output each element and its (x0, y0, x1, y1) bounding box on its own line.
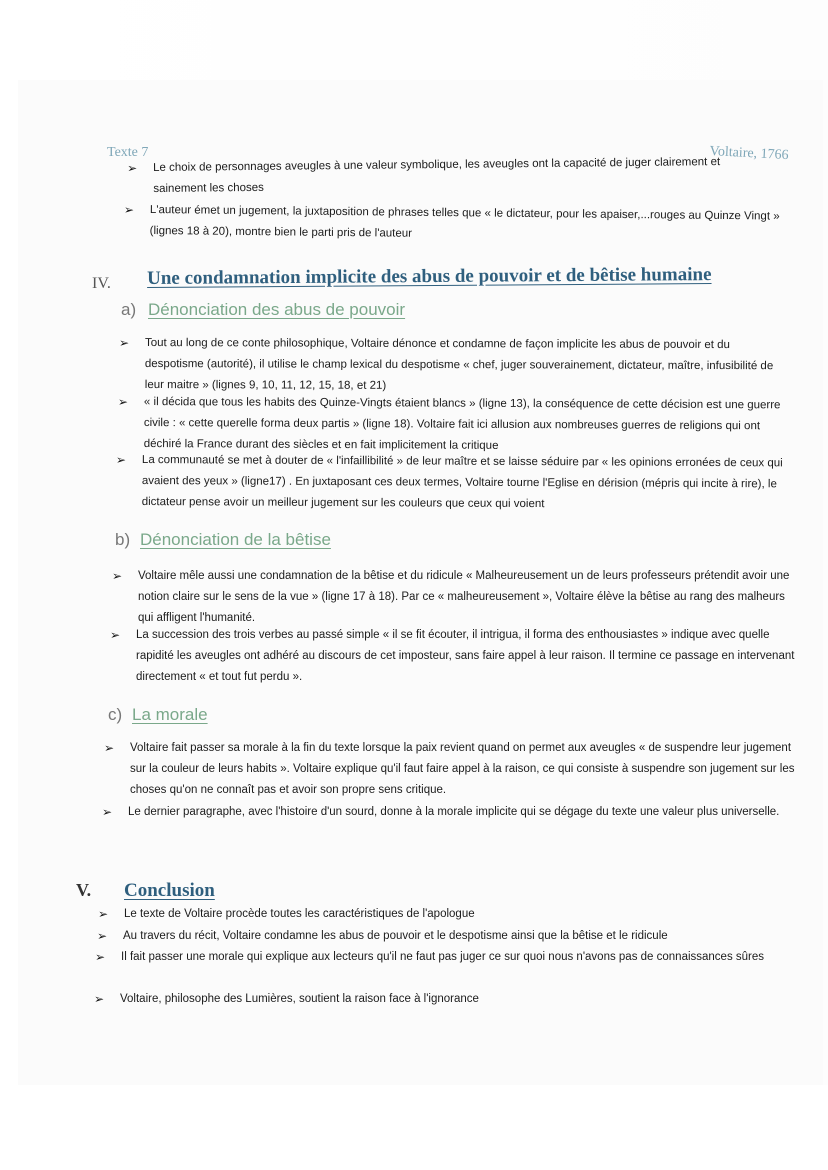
intro-bullet-item (123, 200, 790, 249)
subsection-title: Dénonciation des abus de pouvoir (148, 300, 406, 319)
bullet-text: « il décida que tous les habits des Quinze-Vingts étaient blancs » (ligne 13), la conséquence de cette décision est une guerre civile : « cette querelle forma deux partis » (ligne 18). Voltaire fait ici allusion aux nombreuses guerres de religions qui ont déchiré la France durant des siècles et en fait implicitement la critique (143, 395, 781, 452)
bullet-text: La succession des trois verbes au passé simple « il se fit écouter, il intrigua, il forma des enthousiastes » indique avec quelle rapidité les aveugles ont adhéré au discours de cet imposteur, sans faire appel à leur raison. Il termine ce passage en intervenant directement « et tout fut perdu ». (136, 629, 795, 683)
subsection-bullet-item (110, 625, 796, 688)
intro-bullet-item (127, 152, 768, 200)
bullet-arrow-icon: ➢ (118, 335, 130, 350)
subsection-title: La morale (132, 705, 208, 724)
subsection-letter: c) (108, 705, 123, 724)
bullet-arrow-icon: ➢ (104, 741, 115, 755)
subsection-bullet-item (117, 392, 794, 458)
subsection-bullet-item (104, 738, 795, 801)
bullet-arrow-icon: ➢ (123, 202, 135, 217)
header-text-number: Texte 7 (107, 145, 149, 160)
subsection-letter: a) (121, 300, 137, 319)
bullet-text: Voltaire, philosophe des Lumières, soutient la raison face à l'ignorance (120, 993, 479, 1005)
conclusion-bullet-item (98, 903, 794, 925)
bullet-text: Le dernier paragraphe, avec l'histoire d'un sourd, donne à la morale implicite qui se dégage du texte une valeur plus universelle. (128, 806, 780, 818)
bullet-arrow-icon: ➢ (110, 628, 121, 642)
bullet-arrow-icon: ➢ (112, 569, 123, 583)
subsection-bullet-item (115, 450, 794, 516)
bullet-arrow-icon: ➢ (98, 907, 109, 921)
bullet-arrow-icon: ➢ (127, 161, 138, 176)
bullet-arrow-icon: ➢ (117, 394, 129, 409)
intro-bullet-text: Le choix de personnages aveugles à une valeur symbolique, les aveugles ont la capacité de juger clairement et sainement les choses (153, 156, 721, 195)
bullet-text: Au travers du récit, Voltaire condamne les abus de pouvoir et le despotisme ainsi que la bêtise et le ridicule (123, 930, 668, 942)
bullet-arrow-icon: ➢ (115, 452, 127, 467)
bullet-text: Tout au long de ce conte philosophique, Voltaire dénonce et condamne de façon implicite les abus de pouvoir et du despotisme (autorité), il utilise le champ lexical du despotisme « chef, juger souverainement, dictateur, maître, infusibilité de leur maitre » (lignes 9, 10, 11, 12, 15, 18, et 21) (144, 336, 774, 392)
bullet-arrow-icon: ➢ (94, 992, 105, 1006)
subsection-letter: b) (115, 530, 131, 549)
subsection-bullet-item (118, 333, 790, 398)
bullet-text: Voltaire fait passer sa morale à la fin du texte lorsque la paix revient quand on permet aux aveugles « de suspendre leur jugement sur la couleur de leurs habits ». Voltaire explique qu'il faut faire appel à la raison, ce qui consiste à suspendre son jugement sur les choses qu'on ne connaît pas et avoir son propre sens critique. (130, 742, 795, 796)
subsection-title: Dénonciation de la bêtise (140, 530, 331, 549)
bullet-arrow-icon: ➢ (95, 950, 106, 964)
conclusion-bullet-item (94, 988, 790, 1010)
bullet-text: Voltaire mêle aussi une condamnation de la bêtise et du ridicule « Malheureusement un de leurs professeurs prétendit avoir une notion claire sur le sens de la vue » (ligne 17 à 18). Par ce « malheureusement », Voltaire élève la bêtise au rang des malheurs qui affligent l'humanité. (138, 570, 790, 624)
section-title: Une condamnation implicite des abus de pouvoir et de bêtise humaine (147, 264, 712, 289)
intro-bullet-text: L'auteur émet un jugement, la juxtaposition de phrases telles que « le dictateur, pour les apaiser,...rouges au Quinze Vingt » (lignes 18 à 20), montre bien le parti pris de l'auteur (149, 203, 780, 240)
page-bottom-margin (0, 1085, 828, 1170)
section-number: IV. (92, 275, 111, 292)
bullet-text: Il fait passer une morale qui explique aux lecteurs qu'il ne faut pas juger ce sur quoi nous n'avons pas de connaissances sûres (121, 951, 765, 963)
conclusion-bullet-item (97, 925, 793, 947)
bullet-arrow-icon: ➢ (97, 929, 108, 943)
header-author-date: Voltaire, 1766 (709, 144, 789, 164)
subsection-bullet-item (112, 566, 798, 629)
bullet-arrow-icon: ➢ (102, 805, 113, 819)
conclusion-bullet-item (95, 946, 806, 968)
bullet-text: Le texte de Voltaire procède toutes les caractéristiques de l'apologue (124, 908, 475, 920)
subsection-bullet-item (102, 802, 793, 823)
section-number: V. (76, 880, 92, 900)
section-title: Conclusion (124, 880, 215, 901)
bullet-text: La communauté se met à douter de « l'infaillibilité » de leur maître et se laisse séduire par « les opinions erronées de ceux qui avaient des yeux » (ligne17) . En juxtaposant ces deux termes, Voltaire tourne l'Eglise en dérision (mépris qui incite à rire), le dictateur pense avoir un meilleur jugement sur les couleurs que ceux qui voient (141, 453, 783, 511)
